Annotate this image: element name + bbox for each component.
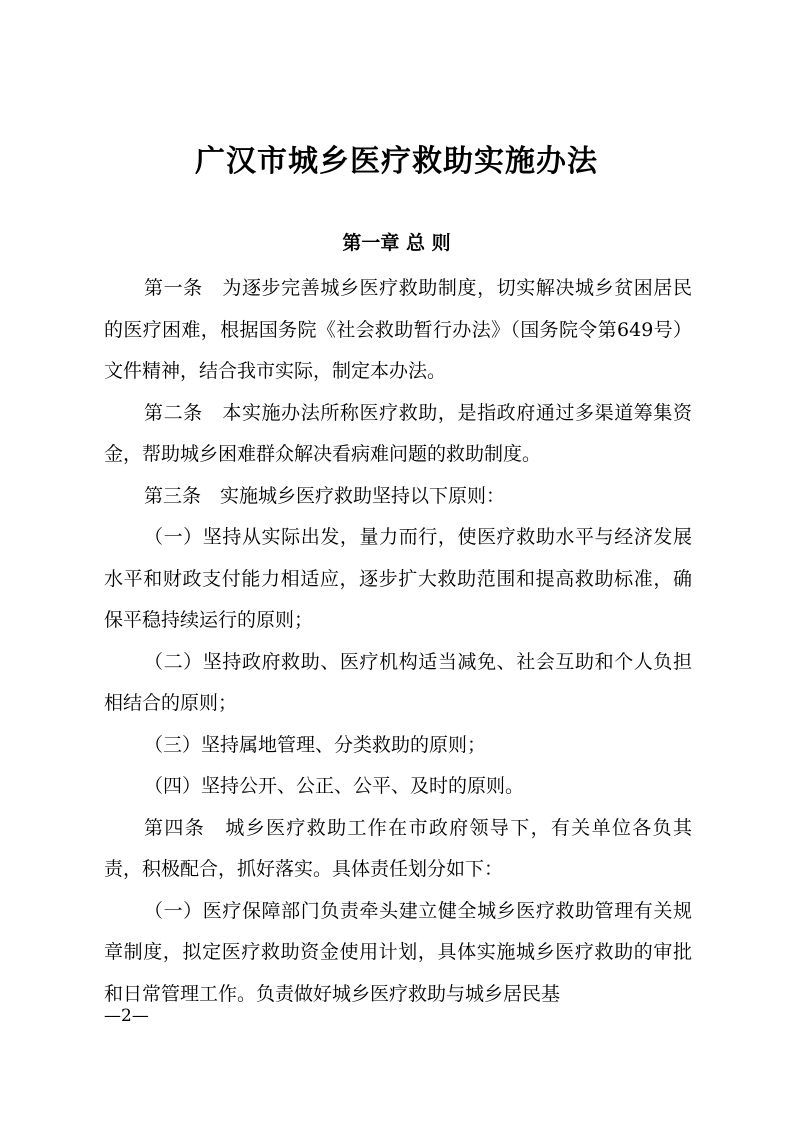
paragraph-principle-1: （一）坚持从实际出发，量力而行，使医疗救助水平与经济发展水平和财政支付能力相适应，逐步扩大救助范围和提高救助标准，确保平稳持续运行的原则； <box>104 526 692 631</box>
paragraph-article-2: 第二条 本实施办法所称医疗救助，是指政府通过多渠道筹集资金，帮助城乡困难群众解决看病难问题的救助制度。 <box>104 401 692 465</box>
paragraph-principle-3: （三）坚持属地管理、分类救助的原则； <box>144 733 487 756</box>
paragraph-article-3: 第三条 实施城乡医疗救助坚持以下原则： <box>144 484 506 507</box>
paragraph-duty-1: （一）医疗保障部门负责牵头建立健全城乡医疗救助管理有关规章制度，拟定医疗救助资金使用计划，具体实施城乡医疗救助的审批和日常管理工作。负责做好城乡医疗救助与城乡居民基 <box>104 899 692 1005</box>
document-body <box>104 268 692 1015</box>
paragraph-principle-2: （二）坚持政府救助、医疗机构适当减免、社会互助和个人负担相结合的原则； <box>104 650 692 714</box>
page-number: —2— <box>104 1006 149 1026</box>
paragraph-article-4: 第四条 城乡医疗救助工作在市政府领导下，有关单位各负其责，积极配合，抓好落实。具体责任划分如下： <box>104 816 692 880</box>
document-title: 广汉市城乡医疗救助实施办法 <box>195 144 598 179</box>
paragraph-principle-4: （四）坚持公开、公正、公平、及时的原则。 <box>144 775 525 797</box>
paragraph-article-1: 第一条 为逐步完善城乡医疗救助制度，切实解决城乡贫困居民的医疗困难，根据国务院《社会救助暂行办法》（国务院令第649号）文件精神，结合我市实际，制定本办法。 <box>104 277 692 382</box>
chapter-heading: 第一章 总 则 <box>342 232 451 254</box>
